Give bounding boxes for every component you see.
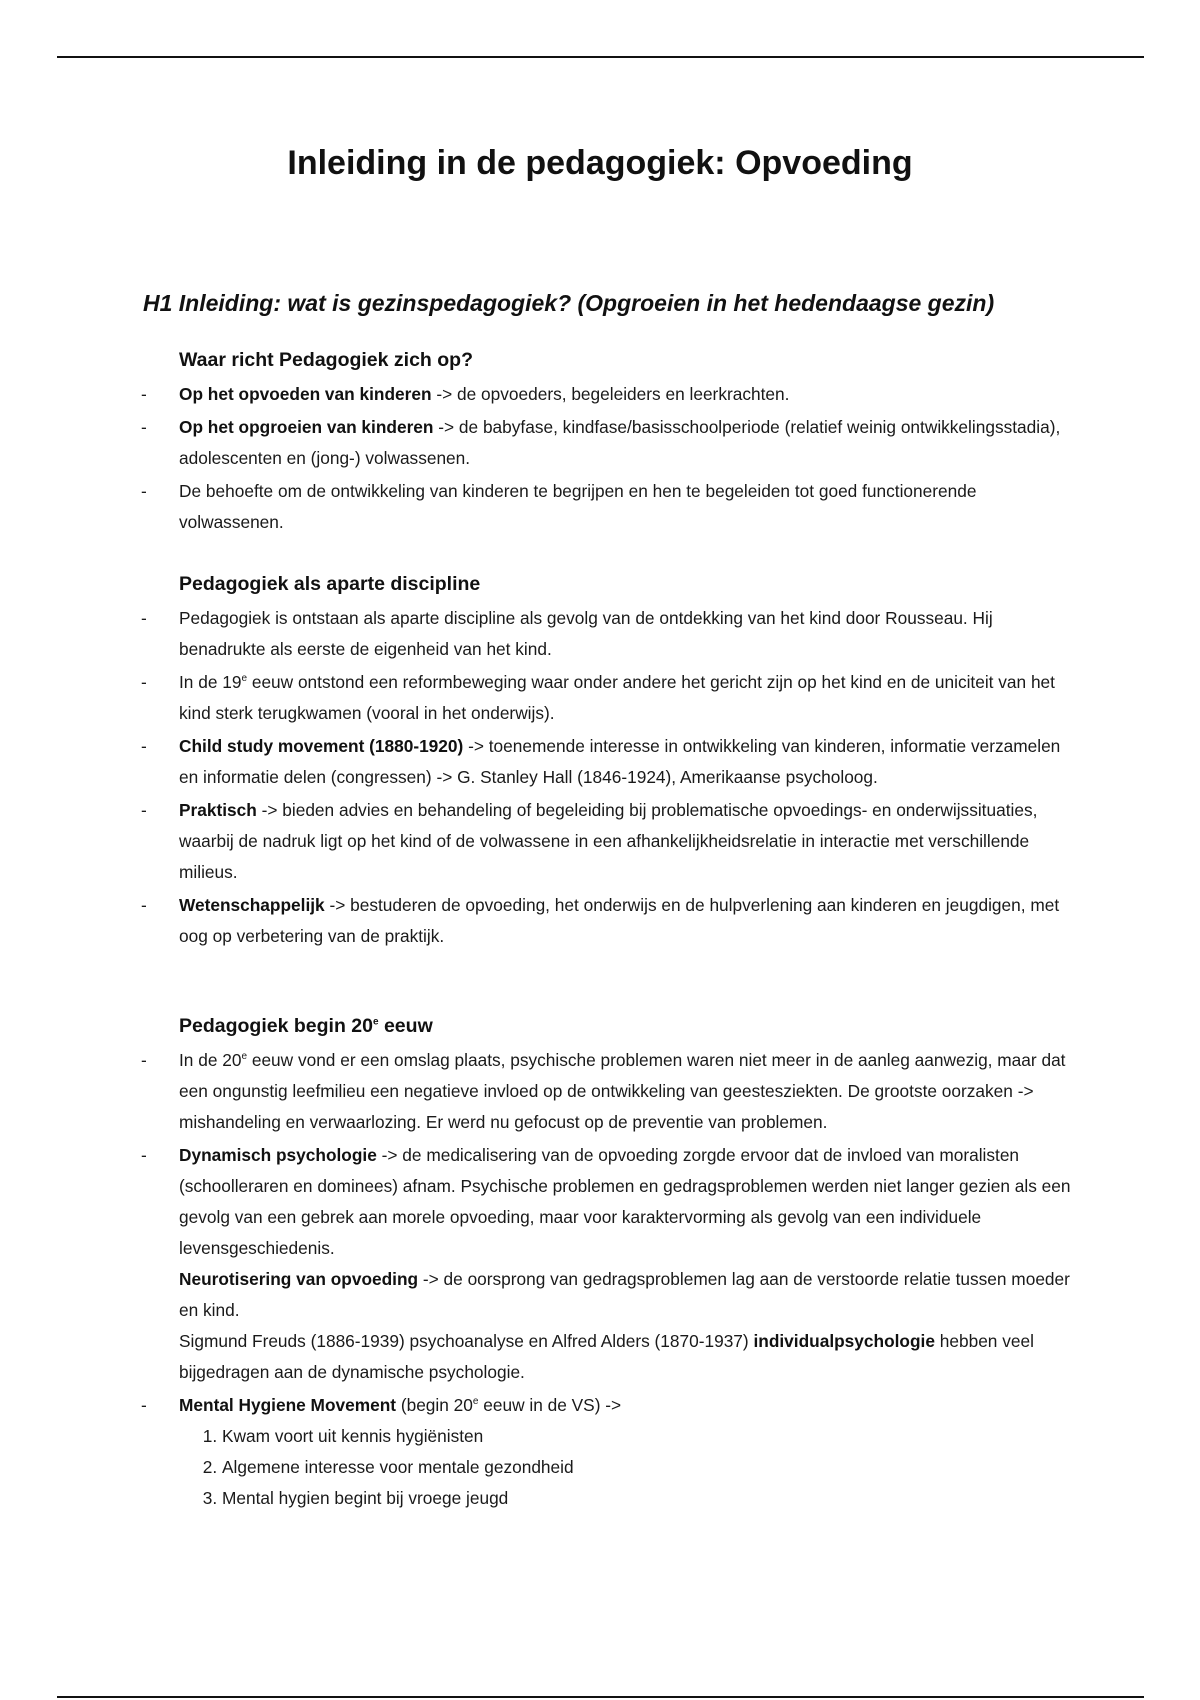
paragraph <box>179 1264 1079 1326</box>
section-heading: Waar richt Pedagogiek zich op? <box>179 349 473 371</box>
header-rule <box>57 56 1144 58</box>
item-text: eeuw ontstond een reformbeweging waar onder andere het gericht zijn op het kind en de uniciteit van het kind sterk terugkwamen (vooral in het onderwijs). <box>179 672 1055 723</box>
list-item <box>179 1390 1079 1514</box>
numbered-list <box>179 1421 1079 1514</box>
item-text: -> toenemende interesse in ontwikkeling van kinderen, informatie verzamelen en informatie delen (congressen) -> G. Stanley Hall (1846-1924), Amerikaanse psycholoog. <box>179 736 1061 787</box>
item-bold: Mental Hygiene Movement <box>179 1395 397 1415</box>
section-discipline <box>179 569 1079 954</box>
list-item <box>179 603 1079 665</box>
list-item <box>179 667 1079 729</box>
item-text: (begin 20 <box>396 1395 473 1415</box>
paragraph <box>179 1140 1079 1264</box>
chapter-heading: H1 Inleiding: wat is gezinspedagogiek? (Opgroeien in het hedendaagse gezin) <box>143 290 995 316</box>
item-text: eeuw vond er een omslag plaats, psychische problemen waren niet meer in de aanleg aanwezig, maar dat een ongunstig leefmilieu een negatieve invloed op de ontwikkeling van geestesziekten. De grootste oorzaken -> mishandeling en verwaarlozing. Er werd nu gefocust op de preventie van problemen. <box>179 1050 1066 1132</box>
superscript: e <box>241 1051 248 1063</box>
item-text: -> de medicalisering van de opvoeding zorgde ervoor dat de invloed van moralisten (schoolleraren en dominees) afnam. Psychische problemen en gedragsproblemen werden niet langer gezien als een gevolg van een gebrek aan morele opvoeding, maar voor karaktervorming als gevolg van een individuele levensgeschiedenis. <box>179 1145 1071 1258</box>
numbered-item: 3. Mental hygien begint bij vroege jeugd <box>222 1483 1079 1514</box>
item-text: -> bieden advies en behandeling of begeleiding bij problematische opvoedings- en onderwijssituaties, waarbij de nadruk ligt op het kind of de volwassene in een afhankelijkheidsrelatie in interactie met verschillende milieus. <box>179 800 1038 882</box>
item-text: -> de babyfase, kindfase/basisschoolperiode (relatief weinig ontwikkelingsstadia), adolescenten en (jong-) volwassenen. <box>179 417 1061 468</box>
item-text: In de 19 <box>179 672 242 692</box>
item-text: Sigmund Freuds (1886-1939) psychoanalyse en Alfred Alders (1870-1937) <box>179 1331 754 1351</box>
superscript: e <box>372 1016 379 1028</box>
item-bold: Dynamisch psychologie <box>179 1145 377 1165</box>
numbered-item: 1. Kwam voort uit kennis hygiënisten <box>222 1421 1079 1452</box>
superscript: e <box>241 673 248 685</box>
list-item <box>179 1045 1079 1138</box>
item-bold: Op het opgroeien van kinderen <box>179 417 434 437</box>
item-text: -> de opvoeders, begeleiders en leerkrachten. <box>431 384 790 404</box>
item-text: eeuw in de VS) -> <box>478 1395 622 1415</box>
list-item <box>179 795 1079 888</box>
footer-rule <box>57 1696 1144 1698</box>
bullet-list <box>179 603 1079 952</box>
list-item <box>179 890 1079 952</box>
list-item <box>179 476 1079 538</box>
section-heading: Pedagogiek als aparte discipline <box>179 573 481 595</box>
section-focus <box>179 345 1079 540</box>
numbered-item: 2. Algemene interesse voor mentale gezondheid <box>222 1452 1079 1483</box>
bullet-list <box>179 379 1079 538</box>
list-item <box>179 412 1079 474</box>
list-item <box>179 1140 1079 1388</box>
heading-text: Pedagogiek begin 20 <box>179 1015 373 1037</box>
item-text: De behoefte om de ontwikkeling van kinderen te begrijpen en hen te begeleiden tot goed functionerende volwassenen. <box>179 481 977 532</box>
item-bold: Praktisch <box>179 800 257 820</box>
item-text: In de 20 <box>179 1050 242 1070</box>
heading-text: eeuw <box>378 1015 433 1037</box>
item-bold: Wetenschappelijk <box>179 895 325 915</box>
list-item <box>179 731 1079 793</box>
superscript: e <box>472 1396 479 1408</box>
item-bold: Child study movement (1880-1920) <box>179 736 464 756</box>
list-item <box>179 379 1079 410</box>
item-text: Pedagogiek is ontstaan als aparte discipline als gevolg van de ontdekking van het kind door Rousseau. Hij benadrukte als eerste de eigenheid van het kind. <box>179 608 993 659</box>
item-text: -> de oorsprong van gedragsproblemen lag aan de verstoorde relatie tussen moeder en kind. <box>179 1269 1070 1320</box>
item-bold: Op het opvoeden van kinderen <box>179 384 432 404</box>
item-text: hebben veel bijgedragen aan de dynamische psychologie. <box>179 1331 1034 1382</box>
bullet-list <box>179 1045 1079 1514</box>
section-20th-century <box>179 1011 1079 1516</box>
section-heading <box>179 1011 1079 1041</box>
item-text: -> bestuderen de opvoeding, het onderwijs en de hulpverlening aan kinderen en jeugdigen, met oog op verbetering van de praktijk. <box>179 895 1060 946</box>
item-bold: Neurotisering van opvoeding <box>179 1269 419 1289</box>
paragraph <box>179 1326 1079 1388</box>
document-title: Inleiding in de pedagogiek: Opvoeding <box>287 144 913 182</box>
item-bold: individualpsychologie <box>753 1331 935 1351</box>
